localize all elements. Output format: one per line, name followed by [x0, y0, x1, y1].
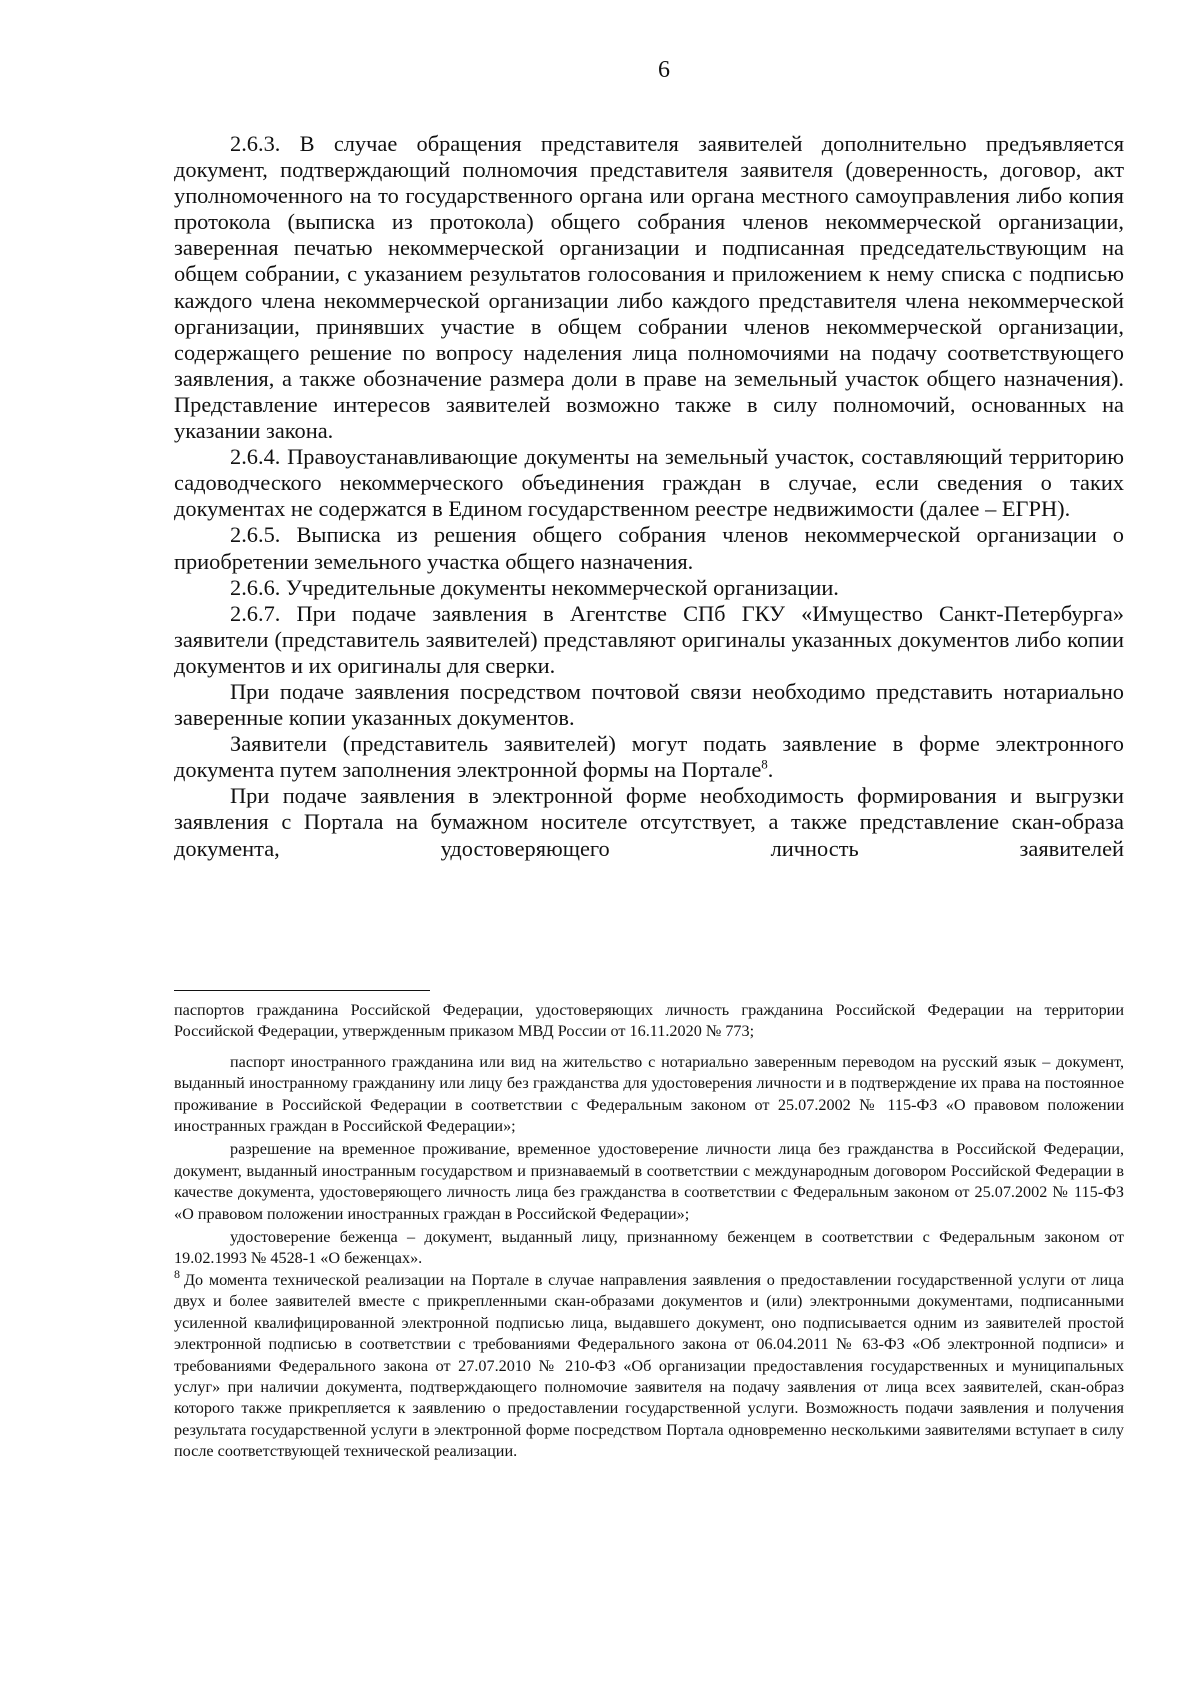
main-text — [174, 131, 1124, 862]
footnote-refugee: удостоверение беженца – документ, выданный лицу, признанному беженцем в соответствии с Федеральным законом от 19.02.1993 № 4528-1 «О беженцах». — [174, 1228, 1124, 1268]
paragraph-electronic-end: . — [767, 757, 774, 783]
paragraph-2-6-7: 2.6.7. При подаче заявления в Агентстве СПб ГКУ «Имущество Санкт-Петербурга» заявители (представитель заявителей) представляют оригиналы указанных документов либо копии документов и их оригиналы для сверки. — [174, 600, 1124, 678]
paragraph-postal: При подаче заявления посредством почтовой связи необходимо представить нотариально заверенные копии указанных документов. — [174, 678, 1124, 731]
paragraph-electronic-text: Заявители (представитель заявителей) могут подать заявление в форме электронного документа путем заполнения электронной формы на Портале — [174, 731, 1124, 783]
footnote-ref-8: 8 — [761, 756, 768, 772]
footnotes — [174, 1000, 1124, 1463]
footnote-8-mark: 8 — [174, 1267, 180, 1282]
paragraph-scan: При подаче заявления в электронной форме необходимость формирования и выгрузки заявления с Портала на бумажном носителе отсутствует, а также представление скан-образа документа, удостоверяющего личность заявителей — [174, 783, 1124, 861]
paragraph-2-6-6: 2.6.6. Учредительные документы некоммерческой организации. — [230, 574, 839, 600]
page-number: 6 — [658, 57, 670, 83]
footnote-foreign-passport: паспорт иностранного гражданина или вид на жительство с нотариально заверенным переводом на русский язык – документ, выданный иностранному гражданину или лицу без гражданства для удостоверения личности и в подтверждение их права на постоянное проживание в Российской Федерации в соответствии с Федеральным законом от 25.07.2002 № 115-ФЗ «О правовом положении иностранных граждан в Российской Федерации»; — [174, 1052, 1124, 1136]
footnote-8 — [174, 1267, 1124, 1463]
footnote-separator — [174, 990, 430, 991]
paragraph-2-6-3: 2.6.3. В случае обращения представителя заявителей дополнительно предъявляется документ, подтверждающий полномочия представителя заявителя (доверенность, договор, акт уполномоченного на то государственного органа или органа местного самоуправления либо копия протокола (выписка из протокола) общего собрания членов некоммерческой организации, заверенная печатью некоммерческой организации и подписанная председательствующим на общем собрании, с указанием результатов голосования и приложением к нему списка с подписью каждого члена некоммерческой организации либо каждого представителя члена некоммерческой организации, принявших участие в общем собрании членов некоммерческой организации, содержащего решение по вопросу наделения лица полномочиями на подачу соответствующего заявления, а также обозначение размера доли в праве на земельный участок общего назначения). Представление интересов заявителей возможно также в силу полномочий, основанных на указании закона. — [174, 131, 1124, 444]
paragraph-electronic — [174, 731, 1124, 783]
footnote-continuation: паспортов гражданина Российской Федерации, удостоверяющих личность гражданина Российской Федерации на территории Российской Федерации, утвержденным приказом МВД России от 16.11.2020 № 773; — [174, 1001, 1124, 1041]
paragraph-2-6-5: 2.6.5. Выписка из решения общего собрания членов некоммерческой организации о приобретении земельного участка общего назначения. — [174, 522, 1124, 574]
footnote-temp-residence: разрешение на временное проживание, временное удостоверение личности лица без гражданства в Российской Федерации, документ, выданный иностранным государством и признаваемый в соответствии с международным договором Российской Федерации в качестве документа, удостоверяющего личность лица без гражданства в соответствии с Федеральным законом от 25.07.2002 № 115-ФЗ «О правовом положении иностранных граждан в Российской Федерации»; — [174, 1140, 1124, 1223]
footnote-8-text: До момента технической реализации на Портале в случае направления заявления о предоставлении государственной услуги от лица двух и более заявителей вместе с прикрепленными скан-образами документов и (или) электронными документами, подписанными усиленной квалифицированной электронной подписью лица, выдавшего документ, оно подписывается одним из заявителей простой электронной подписью в соответствии с требованиями Федерального закона от 06.04.2011 № 63-ФЗ «Об электронной подписи» и требованиями Федерального закона от 27.07.2010 № 210-ФЗ «Об организации предоставления государственных и муниципальных услуг» при наличии документа, подтверждающего полномочие заявителя на подачу заявления от лица всех заявителей, скан-образ которого также прикрепляется к заявлению о предоставлении государственной услуги. Возможность подачи заявления и получения результата государственной услуги в электронной форме посредством Портала одновременно несколькими заявителями вступает в силу после соответствующей технической реализации. — [174, 1270, 1124, 1461]
paragraph-2-6-4: 2.6.4. Правоустанавливающие документы на земельный участок, составляющий территорию садоводческого некоммерческого объединения граждан в случае, если сведения о таких документах не содержатся в Едином государственном реестре недвижимости (далее – ЕГРН). — [174, 444, 1124, 522]
